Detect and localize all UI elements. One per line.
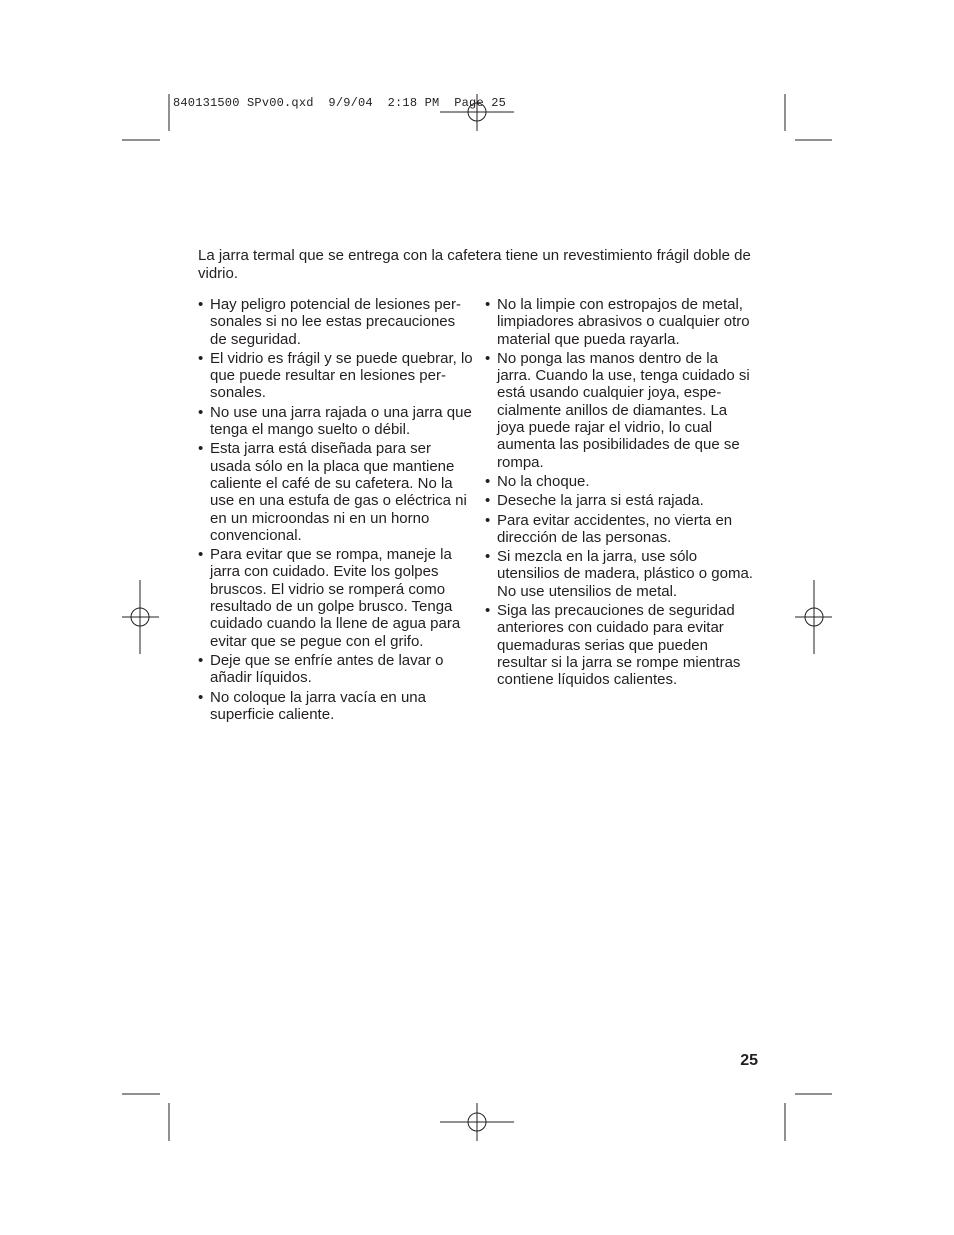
list-item-text: Deseche la jarra si está rajada. [497, 492, 704, 510]
bullet-glyph: • [198, 440, 204, 458]
precautions-list-left [198, 296, 474, 725]
bullet-glyph: • [485, 602, 491, 620]
precautions-list-right [485, 296, 753, 691]
list-item-text: El vidrio es frágil y se puede quebrar, lo que puede resultar en lesiones personales. [210, 349, 473, 402]
list-item-text: Siga las precauciones de seguridad anteriores con cuidado para evitar quemaduras serias que pueden resultar si la jarra se rompe mientras contiene líquidos calientes. [497, 602, 741, 689]
list-item-text: Para evitar accidentes, no vierta en dirección de las personas. [497, 511, 733, 546]
bullet-glyph: • [485, 511, 491, 529]
bullet-glyph: • [198, 651, 204, 669]
list-item [198, 652, 474, 687]
bullet-glyph: • [485, 492, 491, 510]
list-item [485, 350, 753, 471]
bullet-glyph: • [198, 296, 204, 313]
list-item-text: No coloque la jarra vacía en una superficie caliente. [210, 688, 426, 723]
list-item-text: Esta jarra está diseñada para ser usada sólo en la placa que mantiene caliente el café de su cafetera. No la use en una estufa de gas o eléctrica ni en un microondas ni en un horno convencional. [210, 440, 467, 544]
list-item-text: No ponga las manos dentro de la jarra. Cuando la use, tenga cuidado si está usando cualquier joya, especialmente anillos de diamantes. La joya puede rajar el vidrio, lo cual aumenta las posibilidades de que se rompa. [497, 349, 750, 471]
bullet-glyph: • [485, 349, 491, 367]
list-item-text: No use una jarra rajada o una jarra que tenga el mango suelto o débil. [210, 403, 472, 439]
list-item [485, 548, 753, 600]
bullet-glyph: • [485, 548, 491, 566]
page-number: 25 [740, 1052, 758, 1069]
list-item-text: No la limpie con estropajos de metal, limpiadores abrasivos o cualquier otro material que pueda rayarla. [497, 296, 750, 348]
list-item [198, 440, 474, 544]
list-item [485, 512, 753, 547]
list-item [198, 404, 474, 439]
list-item-text: No la choque. [497, 472, 590, 490]
bullet-glyph: • [485, 296, 491, 313]
bullet-glyph: • [198, 403, 204, 421]
bullet-glyph: • [198, 546, 204, 564]
print-slug-line: 840131500 SPv00.qxd 9/9/04 2:18 PM Page 25 [173, 96, 507, 110]
list-item-text: Si mezcla en la jarra, use sólo utensilios de madera, plástico o goma. No use utensilios de metal. [497, 548, 753, 600]
list-item [485, 602, 753, 688]
list-item [198, 689, 474, 724]
bullet-glyph: • [198, 688, 204, 706]
list-item [198, 296, 474, 348]
list-item-text: Deje que se enfríe antes de lavar o añadir líquidos. [210, 651, 444, 687]
list-item [198, 546, 474, 650]
list-item [485, 492, 753, 509]
list-item [485, 473, 753, 490]
list-item [485, 296, 753, 348]
bullet-glyph: • [198, 349, 204, 367]
list-item-text: Para evitar que se rompa, maneje la jarra con cuidado. Evite los golpes bruscos. El vidrio se romperá como resultado de un golpe brusco. Tenga cuidado cuando la llene de agua para evitar que se pegue con el grifo. [210, 546, 461, 650]
intro-paragraph: La jarra termal que se entrega con la cafetera tiene un revestimiento frágil doble de vidrio. [198, 247, 751, 282]
list-item [198, 350, 474, 402]
list-item-text: Hay peligro potencial de lesiones personales si no lee estas precauciones de seguridad. [210, 296, 461, 348]
bullet-glyph: • [485, 472, 491, 490]
